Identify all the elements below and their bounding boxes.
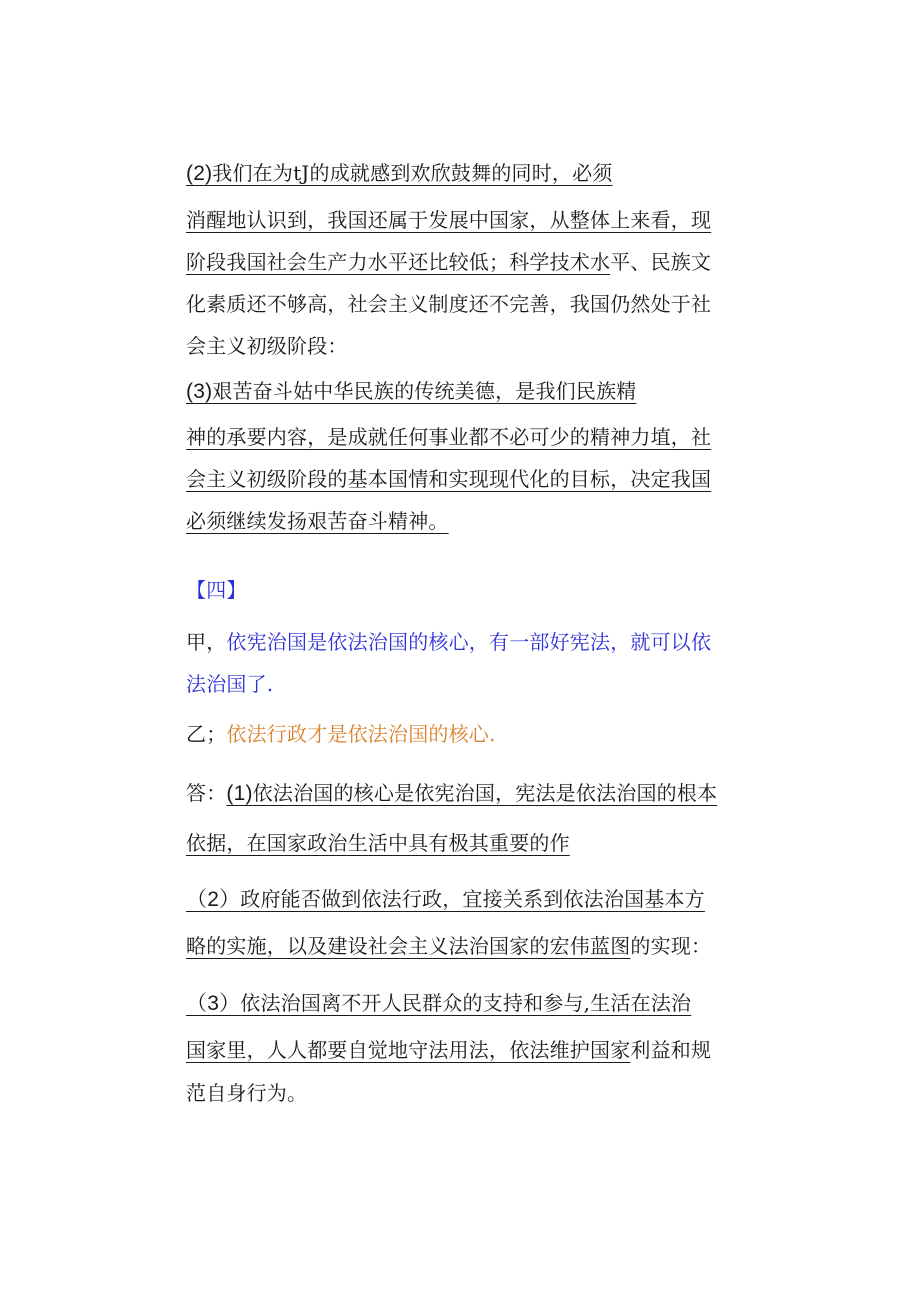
a3-line-3: 范自身行为。	[186, 1081, 308, 1105]
q2-text-1: 我们在为tJ的成就感到欢欣鼓舞的同时，必须	[212, 161, 613, 185]
a1-text-1-wrap	[226, 781, 717, 805]
yi-label: 乙；	[186, 722, 227, 746]
a1-line-2: 依据，在国家政治生活中具有极其重要的作	[186, 831, 570, 855]
a2-text-1: 政府能否做到依法行政，宜接关系到依法治国基本方	[240, 887, 705, 911]
answer-line-1	[186, 780, 717, 807]
q3-number: (3)	[186, 380, 213, 403]
q3-line-1	[186, 378, 636, 405]
q2-text-3b: 平、民族文	[610, 250, 712, 274]
q2-line-2: 消醒地认识到，我国还属于发展中国家，从整体上来看，现	[186, 208, 712, 232]
a3-text-1: 依法治国离不开人民群众的支持和参与,生活在法治	[240, 991, 692, 1015]
jia-text-1: 依宪治国是依法治国的核心，有一部好宪法，就可以依	[226, 630, 712, 654]
a2-text-2b: 的实现：	[630, 934, 712, 958]
q2-text-3a: 阶段我国社会生产力水平还比较低；科学技术水	[186, 250, 611, 274]
jia-line-2: 法治国了.	[186, 672, 274, 696]
a2-number: （2）	[186, 888, 241, 911]
section-4-heading: 【四】	[186, 578, 247, 602]
a3-line-1	[186, 990, 691, 1017]
yi-text: 依法行政才是依法治国的核心.	[226, 722, 496, 746]
q3-line-2: 神的承要内容，是成就任何事业都不必可少的精神力埴，社	[186, 425, 712, 449]
a2-text-2a: 略的实施，以及建设社会主义法治国家的宏伟蓝图	[186, 934, 631, 958]
a3-text-2b: 利益和规	[630, 1038, 712, 1062]
yi-line	[186, 721, 496, 747]
q3-line-3: 会主义初级阶段的基本国情和实现现代化的目标，决定我国	[186, 467, 712, 491]
a3-text-2a: 国家里，人人都要自觉地守法用法，依法维护国家	[186, 1038, 631, 1062]
a1-text-1: 依法治国的核心是依宪治国，宪法是依法治国的根本	[252, 781, 718, 805]
jia-line-1	[186, 629, 711, 655]
a1-number: (1)	[226, 782, 253, 805]
a3-line-2	[186, 1037, 711, 1063]
a2-line-2	[186, 933, 711, 959]
q3-text-1: 艰苦奋斗姑中华民族的传统美德，是我们民族精	[212, 379, 637, 403]
jia-label: 甲，	[186, 630, 227, 654]
answer-label: 答：	[186, 781, 227, 805]
q2-number: (2)	[186, 162, 213, 185]
q2-line-4: 化素质还不够高，社会主义制度还不完善，我国仍然处于社	[186, 292, 712, 316]
q2-line-3	[186, 249, 711, 275]
a2-line-1	[186, 886, 705, 913]
q2-line-1	[186, 160, 613, 187]
q3-line-4: 必须继续发扬艰苦奋斗精神。	[186, 509, 449, 533]
q2-line-5: 会主义初级阶段：	[186, 334, 348, 358]
a3-number: （3）	[186, 992, 241, 1015]
